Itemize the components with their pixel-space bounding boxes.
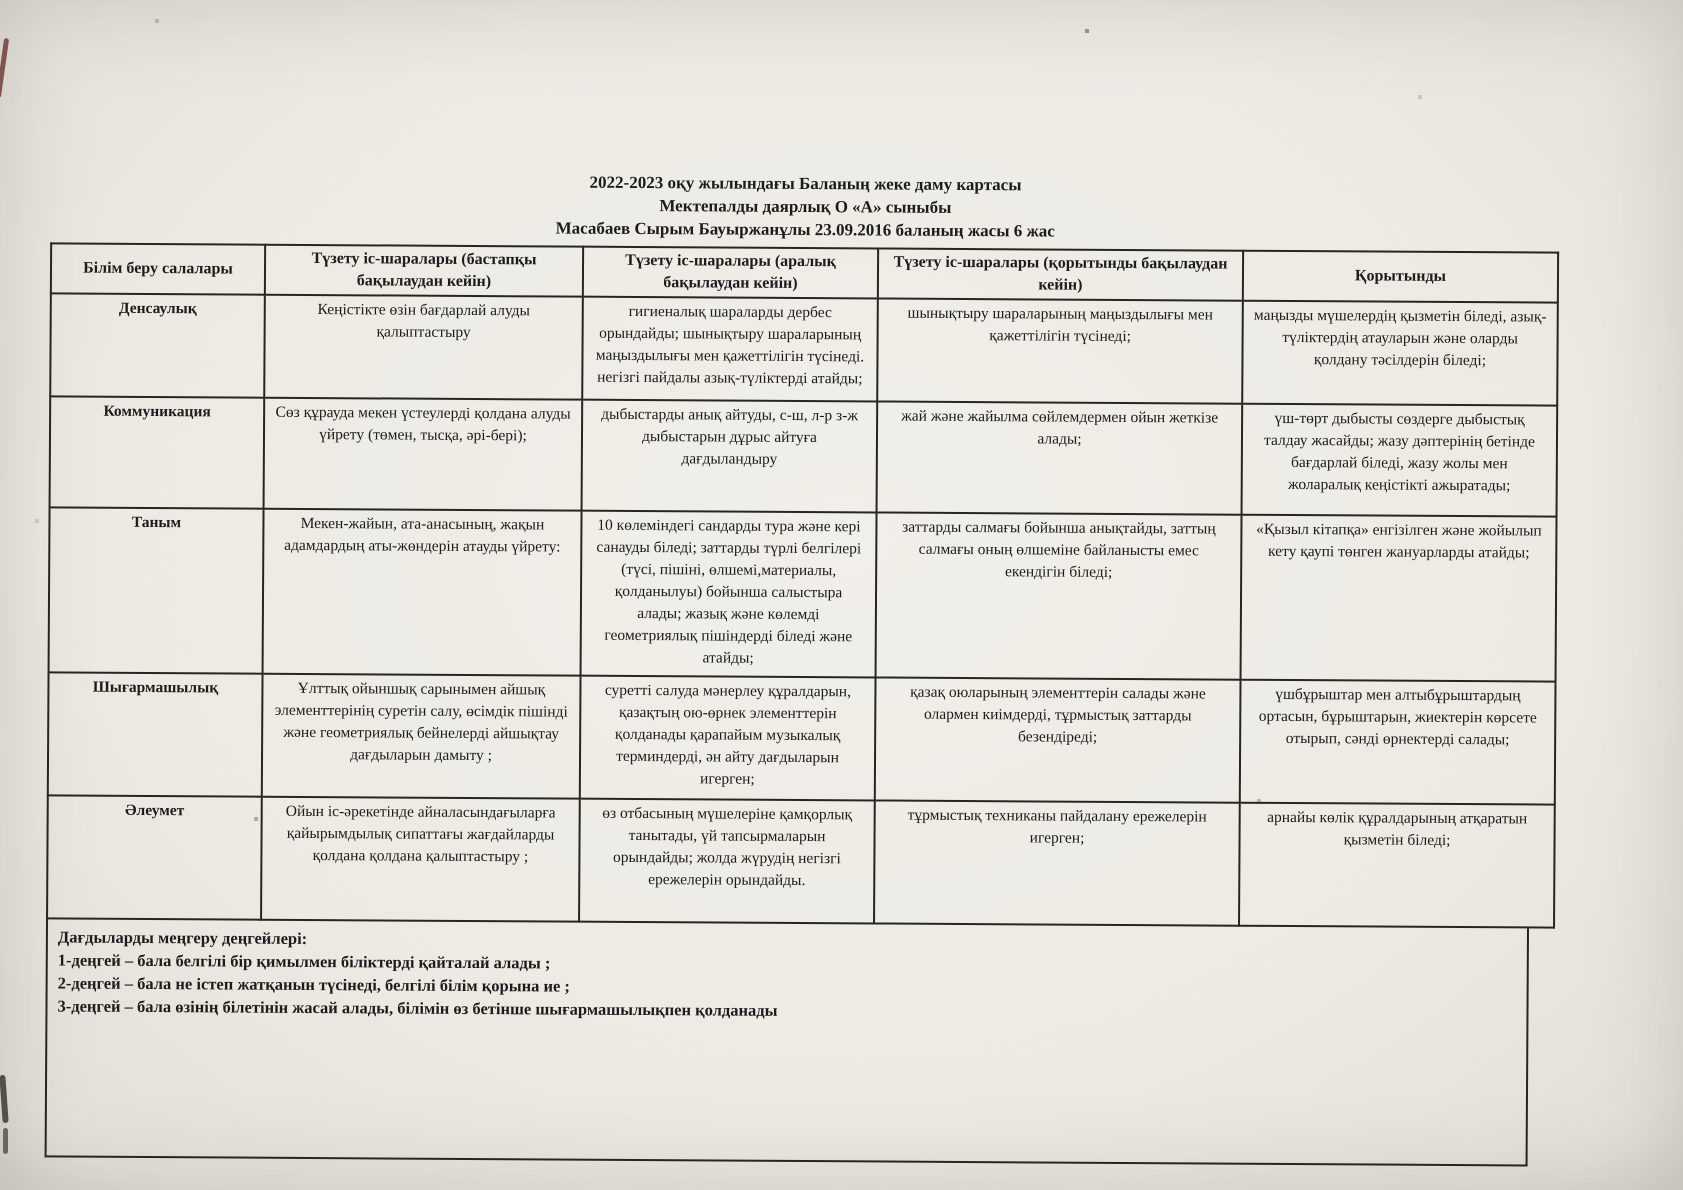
cell-interim: 10 көлеміндегі сандарды тура және кері санауды біледі; заттарды түрлі белгілері (түсі, пішіні, өлшемі,материалы, қолданылуы) бойынша салыстыра алады; жазық және көлемді геометриялық пішіндерді біледі және атайды; xyxy=(581,511,877,678)
legend-title: Дағдыларды меңгеру деңгейлері: xyxy=(57,927,308,948)
cell-interim: өз отбасының мүшелеріне қамқорлық танытады, үй тапсырмаларын орындайды; жолда жүрудің негізгі ережелерін орындайды. xyxy=(579,799,875,924)
cell-interim: дыбыстарды анық айтуды, с-ш, л-р з-ж дыбыстарын дұрыс айтуға дағдыландыру xyxy=(582,400,878,513)
cell-result: арнайы көлік құралдарының атқаратын қызметін біледі; xyxy=(1239,803,1555,928)
cell-area: Әлеумет xyxy=(47,795,262,919)
title-line-1: 2022-2023 оқу жылындағы Баланың жеке даму картасы xyxy=(589,172,1022,195)
cell-area: Коммуникация xyxy=(50,396,265,508)
title-line-3: Масабаев Сырым Бауыржанұлы 23.09.2016 баланың жасы 6 жас xyxy=(555,218,1055,241)
header-result: Қорытынды xyxy=(1243,251,1558,303)
table-row xyxy=(50,293,1558,405)
scan-speckles xyxy=(0,0,2,2)
cell-interim: суретті салуда мәнерлеу құралдарын, қазақтың ою-өрнек элементтерін қолданады қарапайым музыкалық терминдерді, ән айту дағдыларын игерген; xyxy=(580,676,876,801)
cell-result: үш-төрт дыбысты сөздерге дыбыстық талдау жасайды; жазу дәптерінің бетінде бағдарлай біледі, жазу жолы мен жоларалық кеңістікті ажыратады; xyxy=(1242,404,1558,517)
cell-final: заттарды салмағы бойынша анықтайды, заттың салмағы оның өлшеміне байланысты емес екендігін біледі; xyxy=(876,512,1242,679)
header-education-areas: Білім беру салалары xyxy=(51,243,265,294)
cell-result: маңызды мүшелердің қызметін біледі, азық-түліктердің атауларын және оларды қолдану тәсілдерін біледі; xyxy=(1242,301,1558,406)
table-row xyxy=(47,795,1555,927)
legend-level-3: 3-деңгей – бала өзінің білетінін жасай алады, білімін өз бетінше шығармашылықпен қолданады xyxy=(57,996,778,1020)
cell-result: «Қызыл кітапқа» енгізілген және жойылып кету қаупі төнген жануарларды атайды; xyxy=(1241,515,1557,682)
cell-final: жай және жайылма сөйлемдермен ойын жеткізе алады; xyxy=(877,401,1243,514)
cell-final: тұрмыстық техниканы пайдалану ережелерін игерген; xyxy=(874,800,1240,925)
table-row xyxy=(49,507,1557,681)
header-interim-measures: Түзету іс-шаралары (аралық бақылаудан кейін) xyxy=(583,247,878,299)
cell-initial: Сөз құрауда мекен үстеулерді қолдана алуды үйрету (төмен, тысқа, әрі-бері); xyxy=(264,398,583,511)
legend-level-1: 1-деңгей – бала белгілі бір қимылмен біліктерді қайталай алады ; xyxy=(57,950,551,973)
cell-final: қазақ оюларының элементтерін салады және олармен киімдерді, тұрмыстық заттарды безендіреді; xyxy=(875,677,1241,802)
cell-initial: Ұлттық ойыншық сарынымен айшық элементтерінің суретін салу, өсімдік пішінді және геометриялық бейнелерді айшықтау дағдыларын дамыту ; xyxy=(262,674,581,799)
skill-levels-legend xyxy=(45,919,1529,1166)
development-table xyxy=(46,242,1559,928)
table-row xyxy=(50,396,1558,516)
table-row xyxy=(48,672,1556,804)
header-row xyxy=(51,243,1558,302)
document-title xyxy=(50,167,1560,245)
header-initial-measures: Түзету іс-шаралары (бастапқы бақылаудан кейін) xyxy=(265,245,583,297)
header-final-measures: Түзету іс-шаралары (қорытынды бақылаудан кейін) xyxy=(878,248,1243,300)
cell-result: үшбұрыштар мен алтыбұрыштардың ортасын, бұрыштарын, жиектерін көрсете отырып, сәнді өрнектерді салады; xyxy=(1240,680,1556,805)
cell-area: Шығармашылық xyxy=(48,672,263,796)
cell-initial: Кеңістікте өзін бағдарлай алуды қалыптастыру xyxy=(264,295,583,400)
cell-initial: Ойын іс-әрекетінде айналасындағыларға қайырымдылық сипаттағы жағдайларды қолдана қолдана қалыптастыру ; xyxy=(261,797,580,922)
cell-area: Денсаулық xyxy=(50,293,265,397)
cell-interim: гигиеналық шараларды дербес орындайды; шынықтыру шараларының маңыздылығы мен қажеттілігін түсінеді. негізгі пайдалы азық-түліктерді атайды; xyxy=(582,297,878,402)
cell-final: шынықтыру шараларының маңыздылығы мен қажеттілігін түсінеді; xyxy=(877,298,1243,403)
cell-initial: Мекен-жайын, ата-анасының, жақын адамдардың аты-жөндерін атауды үйрету: xyxy=(263,509,582,676)
legend-level-2: 2-деңгей – бала не істеп жатқанын түсінеді, белгілі білім қорына ие ; xyxy=(57,973,571,996)
cell-area: Таным xyxy=(49,507,264,673)
title-line-2: Мектепалды даярлық О «А» сыныбы xyxy=(659,196,952,217)
